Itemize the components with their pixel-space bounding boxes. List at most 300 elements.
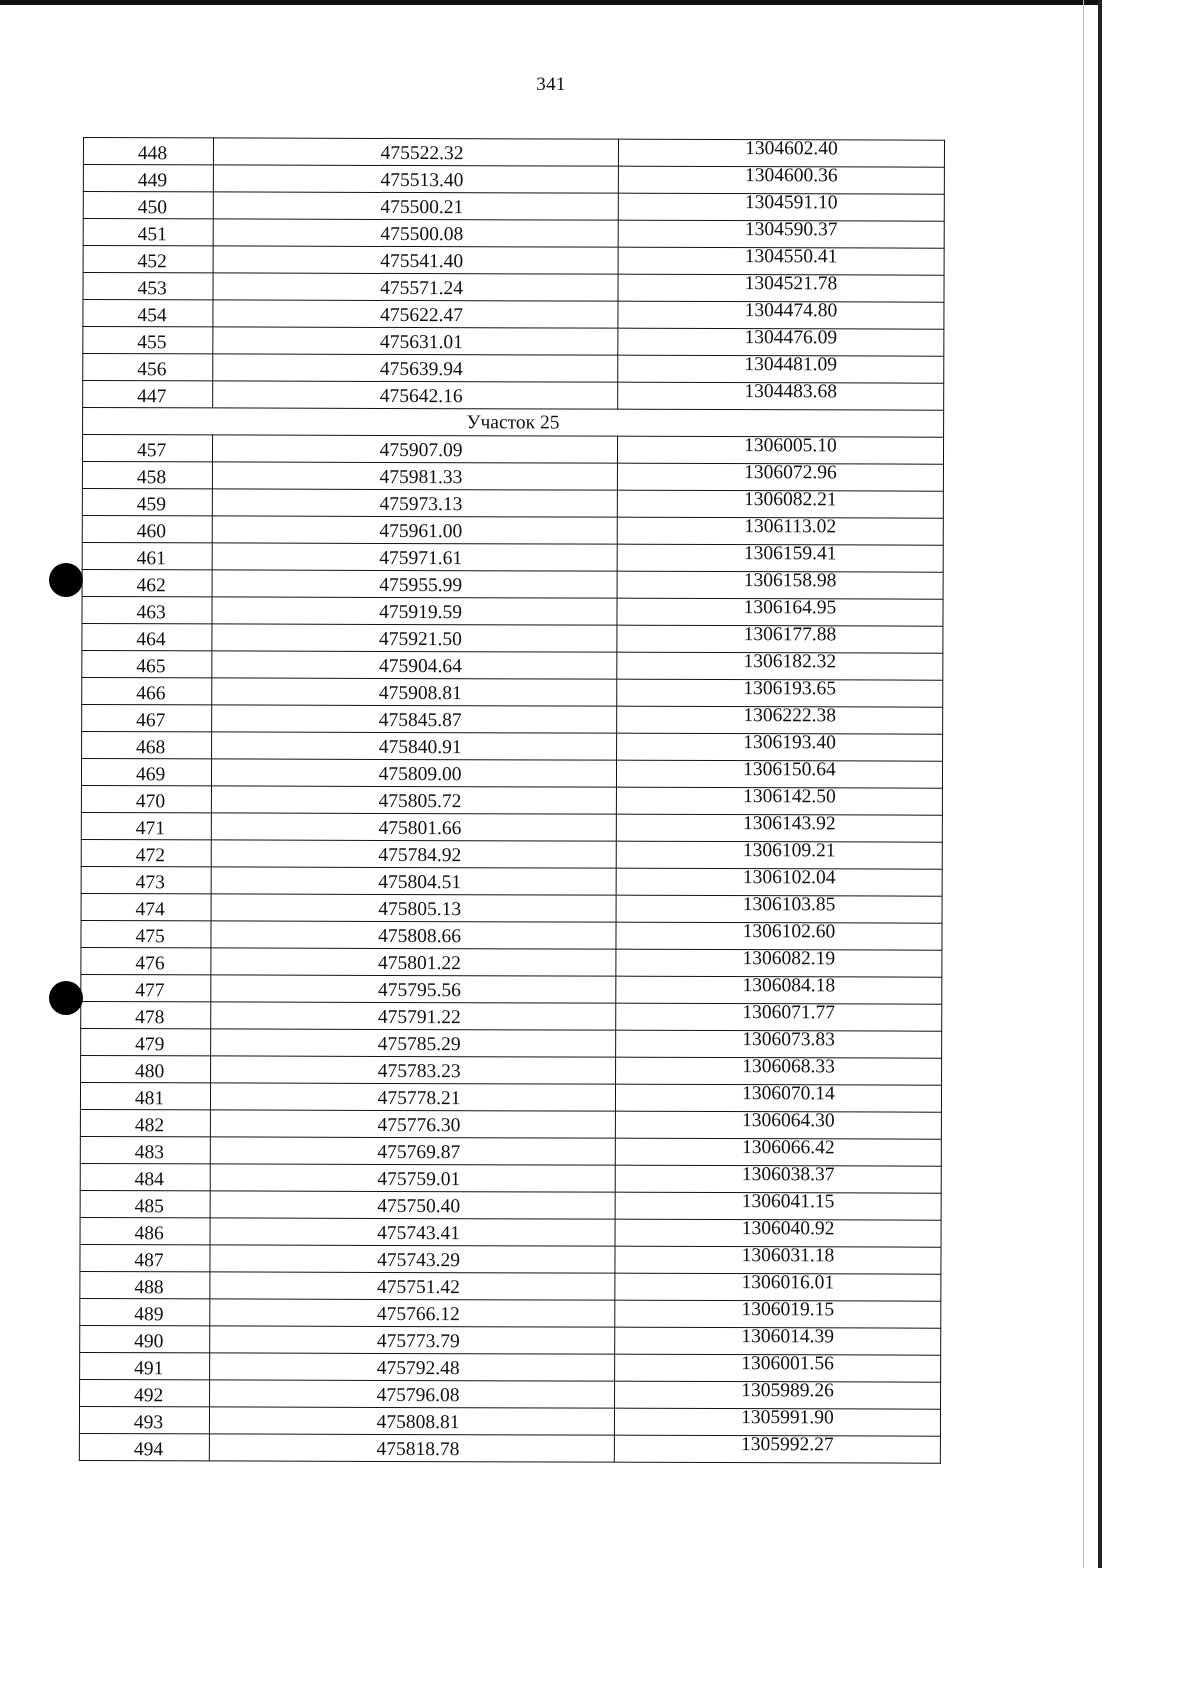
table-row [81,785,942,815]
y-coordinate: 1306142.50 [743,786,836,808]
table-row [80,1352,941,1382]
table-row [81,866,942,896]
x-coordinate: 475769.87 [377,1141,461,1164]
table-row [82,569,943,599]
point-number: 467 [136,710,166,732]
point-number-cell [81,785,211,812]
y-coordinate-cell [616,814,942,842]
point-number: 475 [135,926,165,948]
x-coordinate: 475801.22 [378,952,461,975]
x-coordinate: 475971.61 [379,547,463,570]
point-number-cell [81,893,211,920]
x-coordinate-cell [213,300,618,328]
x-coordinate-cell [210,1218,615,1246]
point-number: 463 [136,602,166,624]
x-coordinate: 475522.32 [380,142,464,165]
x-coordinate-cell [213,246,618,274]
x-coordinate-cell [211,1110,616,1138]
y-coordinate-cell [614,1435,940,1463]
point-number-cell [81,920,211,947]
point-number: 448 [137,143,168,165]
y-coordinate-cell [615,1165,941,1193]
point-number: 466 [136,683,166,705]
point-number-cell [81,1001,211,1028]
y-coordinate: 1304600.36 [745,165,838,187]
y-coordinate-cell [617,490,943,518]
y-coordinate-cell [617,625,943,653]
point-number: 488 [134,1277,164,1299]
x-coordinate: 475919.59 [379,601,463,624]
y-coordinate: 1306070.14 [742,1083,835,1105]
point-number: 455 [137,332,167,354]
y-coordinate: 1305992.27 [741,1434,834,1456]
y-coordinate-cell [618,382,944,410]
coordinates-table [79,137,945,1464]
point-number-cell [82,569,212,596]
y-coordinate-cell [616,1003,942,1031]
table-row [82,515,943,545]
table-row [80,1109,941,1139]
y-coordinate: 1304591.10 [744,192,838,214]
y-coordinate-cell [616,1030,942,1058]
y-coordinate: 1306001.56 [741,1353,834,1375]
table-row [83,327,944,357]
y-coordinate: 1306150.64 [743,759,836,781]
y-coordinate-cell [615,1327,941,1355]
y-coordinate: 1304474.80 [744,300,838,322]
y-coordinate-cell [617,571,943,599]
x-coordinate-cell [214,165,619,193]
x-coordinate-cell [210,1299,615,1327]
point-number: 462 [136,575,166,597]
x-coordinate-cell [210,1407,615,1435]
table-row [82,677,943,707]
point-number-cell [81,866,211,893]
table-row [80,1163,941,1193]
x-coordinate: 475805.13 [378,898,462,921]
y-coordinate: 1306071.77 [742,1002,836,1024]
point-number: 485 [134,1196,164,1218]
point-number-cell [83,300,213,327]
y-coordinate: 1306038.37 [741,1164,835,1186]
x-coordinate: 475808.81 [376,1411,460,1434]
point-number: 459 [136,494,167,516]
table-row [83,246,944,276]
y-coordinate-cell [618,328,944,356]
point-number-cell [82,542,212,569]
table-row [81,812,942,842]
point-number: 465 [136,656,166,678]
y-coordinate-cell [617,544,943,572]
x-coordinate-cell [210,1272,615,1300]
point-number: 457 [136,440,167,462]
y-coordinate-cell [615,1057,941,1085]
y-coordinate-cell [618,166,944,194]
y-coordinate: 1304481.09 [744,354,838,376]
y-coordinate-cell [615,1084,941,1112]
x-coordinate: 475921.50 [379,628,462,651]
y-coordinate-cell [617,436,943,464]
point-number-cell [83,165,213,192]
x-coordinate-cell [211,1002,616,1030]
x-coordinate-cell [212,651,617,679]
point-number: 461 [136,548,166,570]
point-number: 447 [137,386,167,408]
y-coordinate: 1306068.33 [742,1056,835,1078]
y-coordinate-cell [615,1138,941,1166]
x-coordinate-cell [211,1056,616,1084]
point-number: 471 [135,818,166,840]
table-row [83,354,944,384]
table-row [80,1298,941,1328]
x-coordinate-cell [210,1245,615,1273]
x-coordinate-cell [212,597,617,625]
point-number: 477 [135,980,165,1002]
x-coordinate-cell [213,435,618,463]
y-coordinate: 1304602.40 [745,138,838,160]
y-coordinate-cell [616,976,942,1004]
y-coordinate: 1304483.68 [744,381,838,403]
point-number-cell [82,596,212,623]
point-number: 453 [137,278,167,300]
y-coordinate-cell [615,1354,941,1382]
x-coordinate-cell [212,570,617,598]
y-coordinate: 1306084.18 [742,975,836,997]
y-coordinate-cell [616,841,942,869]
point-number: 451 [137,224,167,246]
y-coordinate: 1306005.10 [744,435,837,457]
point-number-cell [82,515,212,542]
y-coordinate: 1304590.37 [744,219,838,241]
x-coordinate-cell [210,1434,615,1462]
y-coordinate-cell [616,949,942,977]
point-number-cell [82,623,212,650]
point-number-cell [80,1244,210,1271]
point-number: 469 [135,764,166,786]
y-coordinate-cell [615,1192,941,1220]
x-coordinate: 475639.94 [379,358,463,381]
y-coordinate: 1306072.96 [744,462,837,484]
point-number-cell [80,1379,210,1406]
point-number: 489 [134,1304,164,1326]
x-coordinate: 475818.78 [376,1438,460,1461]
point-number: 464 [136,629,166,651]
x-coordinate-cell [211,975,616,1003]
y-coordinate-cell [618,247,944,275]
x-coordinate: 475750.40 [377,1195,461,1218]
point-number-cell [80,1217,210,1244]
x-coordinate: 475743.29 [377,1249,461,1272]
table-row [82,542,943,572]
y-coordinate: 1306082.19 [742,948,836,970]
table-row [83,219,944,249]
x-coordinate: 475805.72 [378,790,462,813]
table-row [82,461,943,491]
x-coordinate-cell [212,786,617,814]
point-number: 473 [135,872,165,894]
y-coordinate: 1306073.83 [742,1029,835,1051]
point-number-cell [82,731,212,758]
point-number-cell [83,273,213,300]
point-number: 470 [135,791,166,813]
y-coordinate: 1304476.09 [744,327,838,349]
y-coordinate: 1305989.26 [741,1380,834,1402]
scan-edge-right [1098,0,1102,1568]
x-coordinate: 475801.66 [378,817,462,840]
point-number: 454 [137,305,167,327]
y-coordinate: 1304550.41 [744,246,838,268]
y-coordinate: 1306222.38 [743,705,836,727]
y-coordinate-cell [616,787,942,815]
page-number: 341 [536,74,566,95]
y-coordinate: 1306019.15 [741,1299,835,1321]
y-coordinate-cell [617,679,943,707]
point-number-cell [83,138,213,165]
y-coordinate: 1306177.88 [743,624,837,646]
table-row [80,1136,941,1166]
y-coordinate-cell [614,1381,940,1409]
table-row [79,1406,940,1436]
y-coordinate: 1306103.85 [742,894,836,916]
x-coordinate-cell [211,1029,616,1057]
point-number-cell [81,1028,211,1055]
x-coordinate-cell [213,381,618,409]
point-number: 472 [135,845,165,867]
table-row [81,1001,942,1031]
x-coordinate-cell [211,1083,616,1111]
x-coordinate-cell [213,327,618,355]
point-number-cell [83,354,213,381]
x-coordinate: 475743.41 [377,1222,461,1245]
y-coordinate-cell [616,733,942,761]
x-coordinate-cell [212,516,617,544]
x-coordinate: 475840.91 [378,736,462,759]
x-coordinate: 475751.42 [376,1276,460,1299]
y-coordinate: 1306064.30 [742,1110,835,1132]
y-coordinate: 1306082.21 [743,489,837,511]
x-coordinate-cell [212,543,617,571]
point-number-cell [80,1325,210,1352]
x-coordinate: 475785.29 [377,1033,461,1056]
y-coordinate: 1306102.04 [742,867,836,889]
table-row [83,165,944,195]
table-row [81,947,942,977]
x-coordinate-cell [212,705,617,733]
y-coordinate-cell [618,139,944,167]
point-number: 480 [134,1061,165,1083]
x-coordinate-cell [214,138,619,166]
table-row [83,138,944,168]
x-coordinate: 475796.08 [376,1384,460,1407]
x-coordinate-cell [210,1191,615,1219]
y-coordinate-cell [616,760,942,788]
point-number: 468 [136,737,166,759]
point-number: 450 [137,197,168,219]
y-coordinate: 1306102.60 [742,921,836,943]
y-coordinate: 1306014.39 [741,1326,835,1348]
x-coordinate-cell [212,678,617,706]
y-coordinate-cell [615,1219,941,1247]
table-row [81,1055,942,1085]
point-number: 456 [137,359,167,381]
point-number: 460 [136,521,167,543]
point-number: 482 [134,1115,165,1137]
x-coordinate: 475792.48 [376,1357,460,1380]
point-number: 492 [133,1385,164,1407]
x-coordinate-cell [213,354,618,382]
table-row [80,1325,941,1355]
table-row [82,650,943,680]
x-coordinate-cell [210,1137,615,1165]
point-number-cell [80,1271,210,1298]
x-coordinate-cell [211,840,616,868]
x-coordinate: 475773.79 [376,1330,460,1353]
y-coordinate: 1306164.95 [743,597,837,619]
y-coordinate-cell [616,922,942,950]
y-coordinate-cell [615,1246,941,1274]
y-coordinate-cell [617,517,943,545]
y-coordinate-cell [614,1408,940,1436]
table-row [82,731,943,761]
y-coordinate-cell [617,706,943,734]
section-title-cell [83,408,944,438]
point-number-cell [80,1109,210,1136]
table-row [81,1028,942,1058]
scan-edge-top [0,0,1102,5]
x-coordinate: 475808.66 [378,925,462,948]
point-number: 486 [134,1223,164,1245]
y-coordinate: 1306041.15 [741,1191,835,1213]
point-number-cell [80,1082,210,1109]
point-number-cell [83,246,213,273]
point-number-cell [82,435,212,462]
y-coordinate-cell [617,598,943,626]
point-number: 493 [133,1412,164,1434]
y-coordinate-cell [618,301,944,329]
point-number-cell [83,327,213,354]
point-number-cell [80,1136,210,1163]
y-coordinate: 1306158.98 [743,570,837,592]
point-number: 458 [136,467,167,489]
table-row [81,758,942,788]
table-row [83,300,944,330]
x-coordinate-cell [211,867,616,895]
y-coordinate-cell [617,463,943,491]
table-row [83,381,944,411]
section-title: Участок 25 [466,412,560,434]
x-coordinate: 475908.81 [378,682,462,705]
y-coordinate-cell [615,1300,941,1328]
x-coordinate: 475955.99 [379,574,463,597]
x-coordinate: 475973.13 [379,493,463,516]
x-coordinate-cell [213,219,618,247]
point-number: 449 [137,170,168,192]
x-coordinate-cell [213,462,618,490]
y-coordinate-cell [617,652,943,680]
table-row [82,623,943,653]
punch-hole-icon [49,563,83,597]
x-coordinate: 475541.40 [380,250,464,273]
scan-edge-right-inner [1083,0,1084,1568]
point-number: 479 [135,1034,165,1056]
x-coordinate-cell [212,759,617,787]
x-coordinate-cell [211,894,616,922]
point-number-cell [83,381,213,408]
x-coordinate-cell [210,1353,615,1381]
x-coordinate-cell [212,624,617,652]
x-coordinate: 475622.47 [380,304,463,327]
point-number-cell [80,1298,210,1325]
x-coordinate: 475776.30 [377,1114,461,1137]
point-number-cell [82,677,212,704]
y-coordinate-cell [618,355,944,383]
point-number: 481 [134,1088,165,1110]
point-number: 487 [134,1250,164,1272]
table-row [80,1217,941,1247]
x-coordinate-cell [213,273,618,301]
table-row [80,1082,941,1112]
point-number: 494 [133,1439,164,1461]
y-coordinate: 1306016.01 [741,1272,835,1294]
point-number: 490 [134,1331,164,1353]
x-coordinate: 475778.21 [377,1087,461,1110]
point-number-cell [81,758,211,785]
point-number: 452 [137,251,167,273]
x-coordinate: 475791.22 [377,1006,461,1029]
y-coordinate-cell [618,220,944,248]
x-coordinate: 475981.33 [379,466,463,489]
point-number-cell [81,812,211,839]
y-coordinate-cell [616,868,942,896]
point-number-cell [80,1352,210,1379]
x-coordinate: 475500.21 [380,196,464,219]
table-row [82,435,943,465]
x-coordinate-cell [210,1380,615,1408]
table-row [80,1271,941,1301]
x-coordinate-cell [211,813,616,841]
table-row [82,704,943,734]
x-coordinate: 475571.24 [380,277,464,300]
x-coordinate: 475759.01 [377,1168,461,1191]
x-coordinate: 475513.40 [380,169,464,192]
section-header-row [83,408,944,438]
x-coordinate: 475500.08 [380,223,464,246]
punch-hole-icon [49,981,83,1015]
point-number: 478 [135,1007,165,1029]
table-row [81,920,942,950]
x-coordinate: 475795.56 [377,979,461,1002]
table-row [81,893,942,923]
y-coordinate-cell [618,274,944,302]
table-row [82,488,943,518]
point-number-cell [83,192,213,219]
table-row [82,596,943,626]
point-number-cell [80,1163,210,1190]
point-number: 474 [135,899,165,921]
y-coordinate-cell [615,1111,941,1139]
table-row [81,974,942,1004]
point-number-cell [79,1433,209,1460]
x-coordinate: 475809.00 [378,763,462,786]
x-coordinate: 475904.64 [378,655,462,678]
y-coordinate: 1306193.65 [743,678,837,700]
x-coordinate-cell [211,921,616,949]
point-number-cell [82,488,212,515]
point-number-cell [81,974,211,1001]
y-coordinate: 1306143.92 [742,813,836,835]
x-coordinate-cell [213,192,618,220]
y-coordinate: 1305991.90 [741,1407,834,1429]
